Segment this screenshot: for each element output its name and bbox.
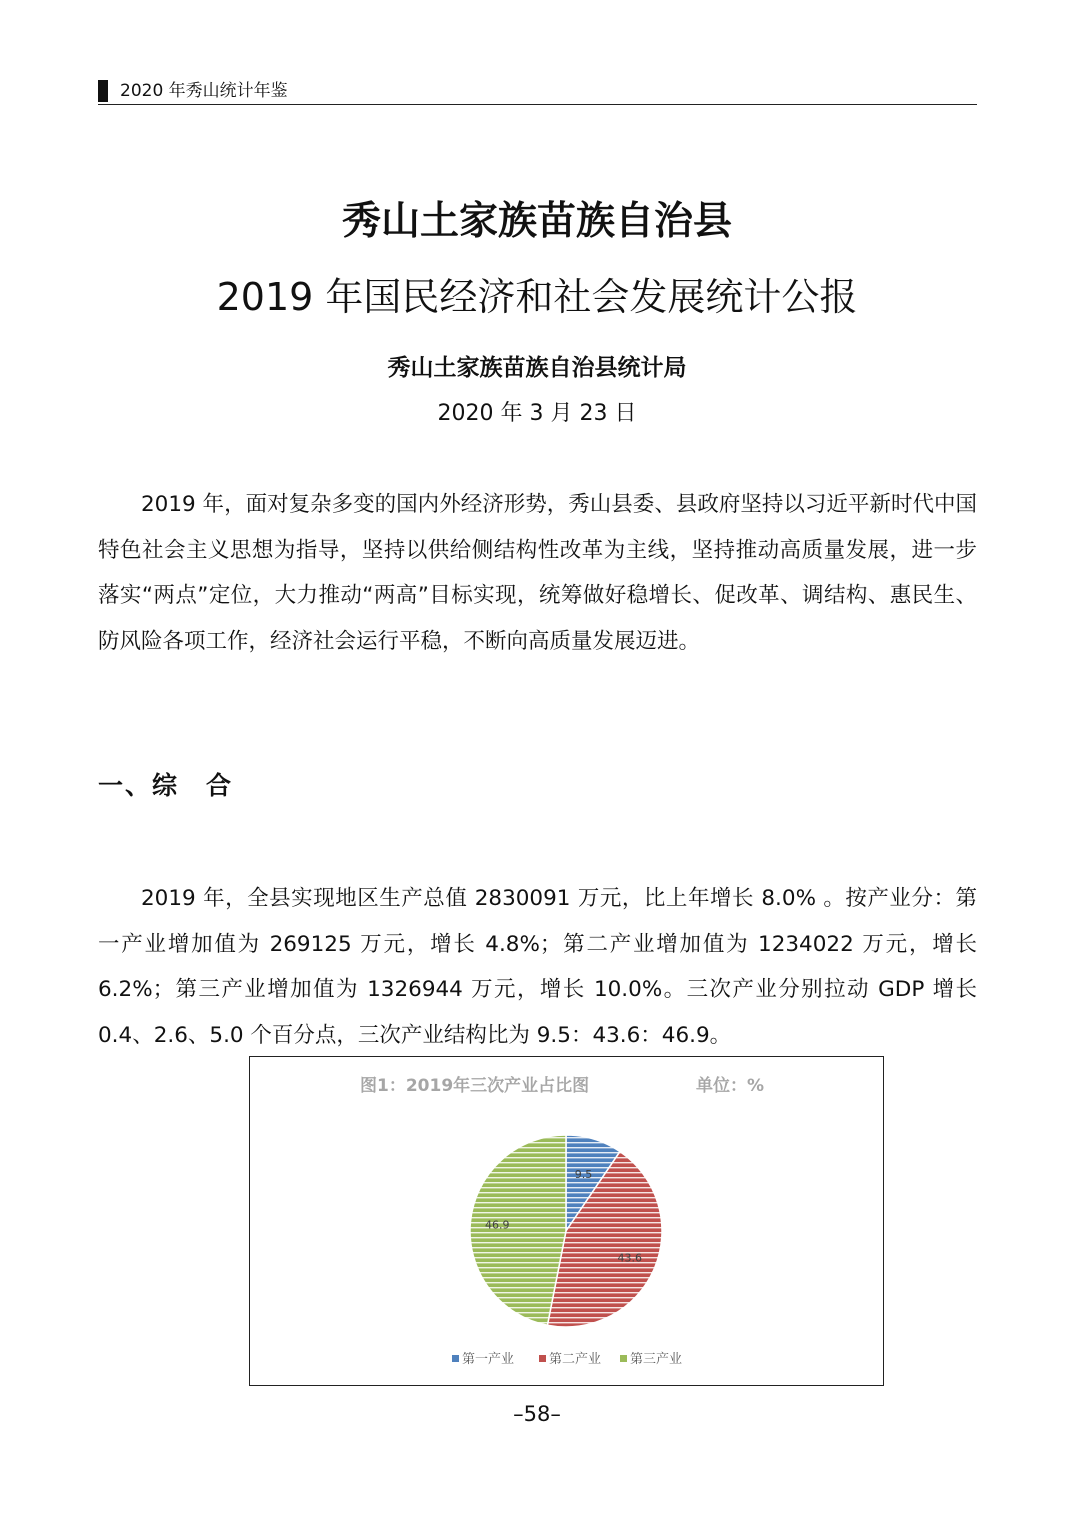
chart-canvas	[250, 1057, 883, 1385]
document-title-line1: 秀山土家族苗族自治县	[341, 198, 732, 244]
data-label-tertiary: 46.9	[484, 1218, 510, 1232]
header-bar-mark	[98, 80, 108, 102]
data-label-primary: 9.5	[574, 1168, 593, 1182]
legend-swatch-tertiary	[620, 1355, 627, 1362]
publish-date: 2020 年 3 月 23 日	[437, 401, 637, 426]
chart-title: 图1：2019年三次产业占比图	[360, 1076, 590, 1096]
section-heading: 一、综 合	[98, 771, 234, 800]
header-text: 2020 年秀山统计年鉴	[120, 81, 288, 101]
intro-paragraph: 2019 年，面对复杂多变的国内外经济形势，秀山县委、县政府坚持以习近平新时代中国特色社会主义思想为指导，坚持以供给侧结构性改革为主线，坚持推动高质量发展，进一步落实“两点”定位，大力推动“两高”目标实现，统筹做好稳增长、促改革、调结构、惠民生、防风险各项工作，经济社会运行平稳，不断向高质量发展迈进。	[98, 492, 977, 654]
data-label-secondary: 43.6	[617, 1251, 643, 1265]
pie-chart	[249, 1056, 884, 1386]
legend-swatch-secondary	[539, 1355, 546, 1362]
running-header	[98, 78, 977, 105]
gdp-paragraph: 2019 年，全县实现地区生产总值 2830091 万元，比上年增长 8.0% 。按产业分：第一产业增加值为 269125 万元，增长 4.8%；第二产业增加值为 1234022 万元，增长 6.2%；第三产业增加值为 1326944 万元，增长 10.0%。三次产业分别拉动 GDP 增长 0.4、2.6、5.0 个百分点，三次产业结构比为 9.5：43.6：46.9。	[98, 886, 977, 1048]
legend-label-secondary: 第二产业	[549, 1352, 602, 1367]
chart-unit: 单位：%	[696, 1076, 765, 1096]
page-number: –58–	[513, 1402, 561, 1426]
legend-label-primary: 第一产业	[462, 1352, 515, 1367]
issuer: 秀山土家族苗族自治县统计局	[387, 354, 687, 381]
document-title-line2: 2019 年国民经济和社会发展统计公报	[216, 275, 858, 319]
legend-label-tertiary: 第三产业	[630, 1352, 683, 1367]
legend-swatch-primary	[452, 1355, 459, 1362]
